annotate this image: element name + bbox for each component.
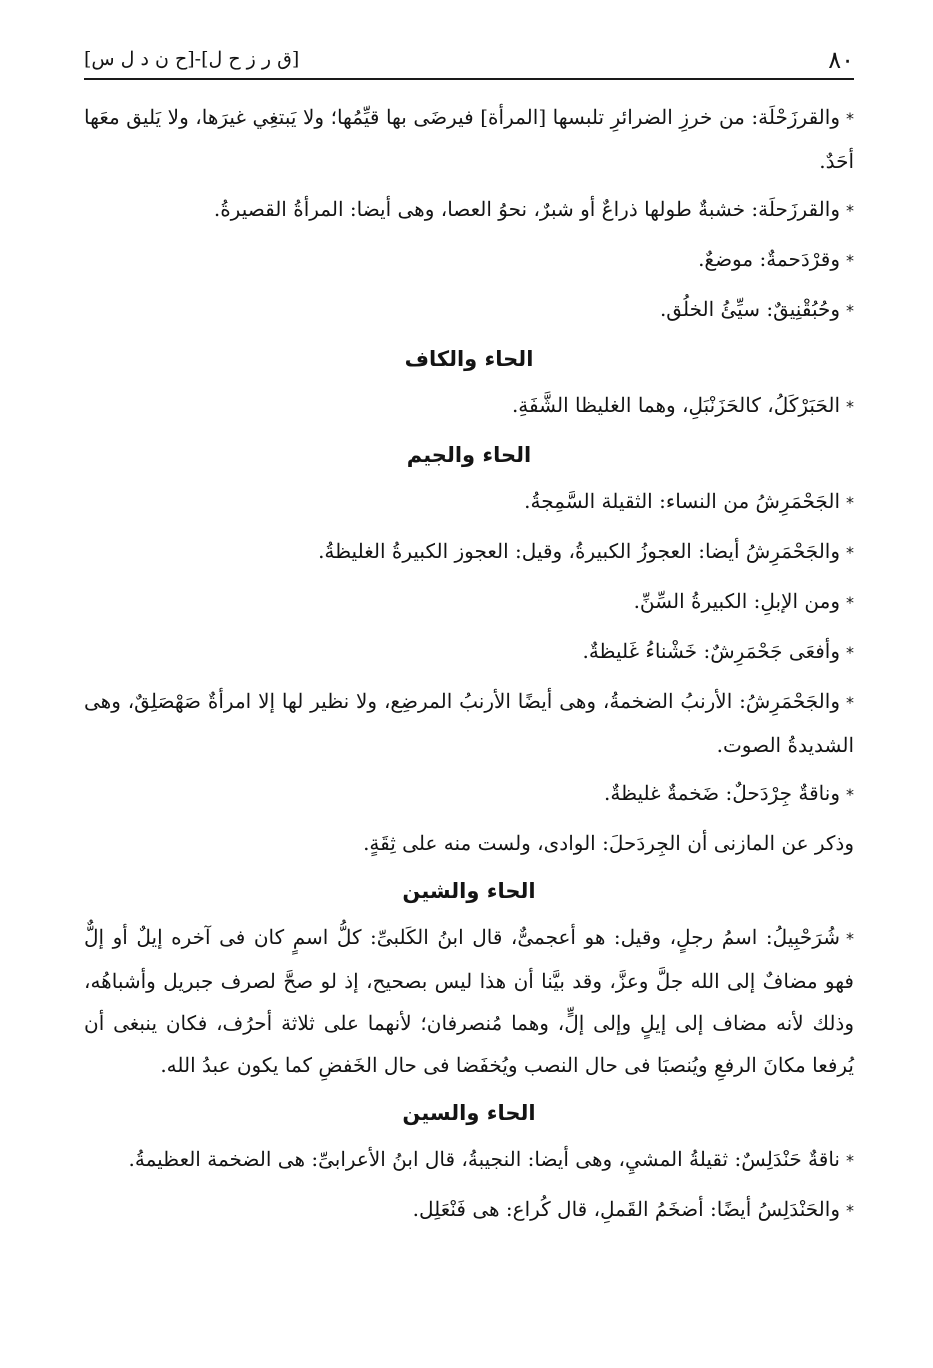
entry-text: وحُبُقْنِيقٌ: سيِّئُ الخلُق. [659, 297, 840, 321]
dictionary-entry [84, 384, 854, 428]
entry-text: وقرْدَحمةٌ: موضعٌ. [698, 247, 840, 271]
header-rule [84, 78, 854, 80]
dictionary-entry [84, 288, 854, 332]
entry-star-marker: * [846, 397, 854, 416]
entry-star-marker: * [846, 643, 854, 662]
entry-text: والقرزَحلَة: خشبةٌ طولها ذراعٌ أو شبرٌ، نحوُ العصا، وهى أيضا: المرأةُ القصيرةُ. [213, 197, 840, 221]
entry-star-marker: * [846, 693, 854, 712]
entry-text: ومن الإبلِ: الكبيرةُ السِّنِّ. [633, 589, 840, 613]
entry-star-marker: * [846, 543, 854, 562]
entry-star-marker: * [846, 301, 854, 320]
entry-star-marker: * [846, 785, 854, 804]
entry-text: والجَحْمَرِشُ: الأرنبُ الضخمةُ، وهى أيضًا الأرنبُ المرضِع، ولا نظير لها إلا امرأةٌ صَهْصَلِقٌ، وهى الشديدةُ الصوت. [84, 689, 854, 757]
section-heading: الحاء والجيم [406, 443, 532, 467]
entry-star-marker: * [846, 929, 854, 948]
entry-text: الحَبَرْكَلُ، كالحَزَنْبَلِ، وهما الغليظا الشَّفَةِ. [511, 393, 840, 417]
section-range: [ق ر ز ح ل]-[ح ن د ل س] [84, 48, 300, 70]
entry-text: والقرزَحْلَة: من خرزِ الضرائرِ تلبسها [المرأة] فيرضَى بها قيِّمُها؛ ولا يَبتغِي غيرَها، ولا يَليق معَها أحَدٌ. [84, 105, 854, 173]
section-heading: الحاء والشين [402, 879, 536, 903]
entry-text: الجَحْمَرِشُ من النساء: الثقيلة السَّمِجةُ. [524, 489, 840, 513]
dictionary-entry [84, 772, 854, 816]
entry-text: وأفعَى جَحْمَرِشٌ: خَشْناءُ غَليظةٌ. [582, 639, 840, 663]
dictionary-entry [84, 1138, 854, 1182]
dictionary-entry [84, 680, 854, 766]
entry-star-marker: * [846, 1151, 854, 1170]
dictionary-entry [84, 480, 854, 524]
entry-star-marker: * [846, 109, 854, 128]
section-heading: الحاء والكاف [404, 347, 534, 371]
entry-text: ناقةٌ حَنْدَلِسٌ: ثقيلةُ المشيِ، وهى أيضا: النجيبةُ، قال ابنُ الأعرابىِّ: هى الضخمة العظيمةُ. [128, 1147, 840, 1171]
section-heading: الحاء والسين [402, 1101, 536, 1125]
dictionary-entry [84, 238, 854, 282]
page-number: ٨٠ [828, 46, 854, 74]
body-paragraph: وذكر عن المازنى أن الجِردَحلَ: الوادى، ولست منه على ثِقَةٍ. [363, 831, 854, 855]
dictionary-entry [84, 1188, 854, 1232]
dictionary-entry [84, 188, 854, 232]
dictionary-entry [84, 96, 854, 182]
entry-star-marker: * [846, 593, 854, 612]
page-body [84, 96, 854, 1238]
entry-star-marker: * [846, 201, 854, 220]
dictionary-entry [84, 580, 854, 624]
dictionary-entry [84, 530, 854, 574]
entry-text: والجَحْمَرِشُ أيضا: العجوزُ الكبيرةُ، وقيل: العجوز الكبيرةُ الغليظةُ. [318, 539, 840, 563]
page-header [84, 40, 854, 80]
dictionary-entry [84, 916, 854, 1086]
entry-text: وناقةٌ جِرْدَحلٌ: ضَخمةٌ غليظةٌ. [603, 781, 840, 805]
entry-star-marker: * [846, 493, 854, 512]
dictionary-entry [84, 630, 854, 674]
entry-text: والحَنْدَلِسُ أيضًا: أضخَمُ القَملِ، قال كُراع: هى فَنْعَلِل. [412, 1197, 840, 1221]
entry-text: شُرَحْبِيلُ: اسمُ رجلٍ، وقيل: هو أعجمىٌّ، قال ابنُ الكَلبىِّ: كلُّ اسمٍ كان فى آخره إيلٌ أو إلٌّ فهو مضافٌ إلى الله جلَّ وعزَّ، وقد بيَّنا أن هذا ليس بصحيح، إذ لو صحَّ لصرف جبريل وأشباهُه، وذلك لأنه مضاف إلى إيلٍ وإلى إلٍّ، وهما مُنصرفان؛ لأنهما على ثلاثة أحرُف، فكان ينبغى أن يُرفعا مكانَ الرفعِ ويُنصبَا فى حال النصب ويُخفَضا فى حال الخَفضِ كما يكون عبدُ الله. [84, 925, 854, 1077]
entry-star-marker: * [846, 251, 854, 270]
entry-star-marker: * [846, 1201, 854, 1220]
